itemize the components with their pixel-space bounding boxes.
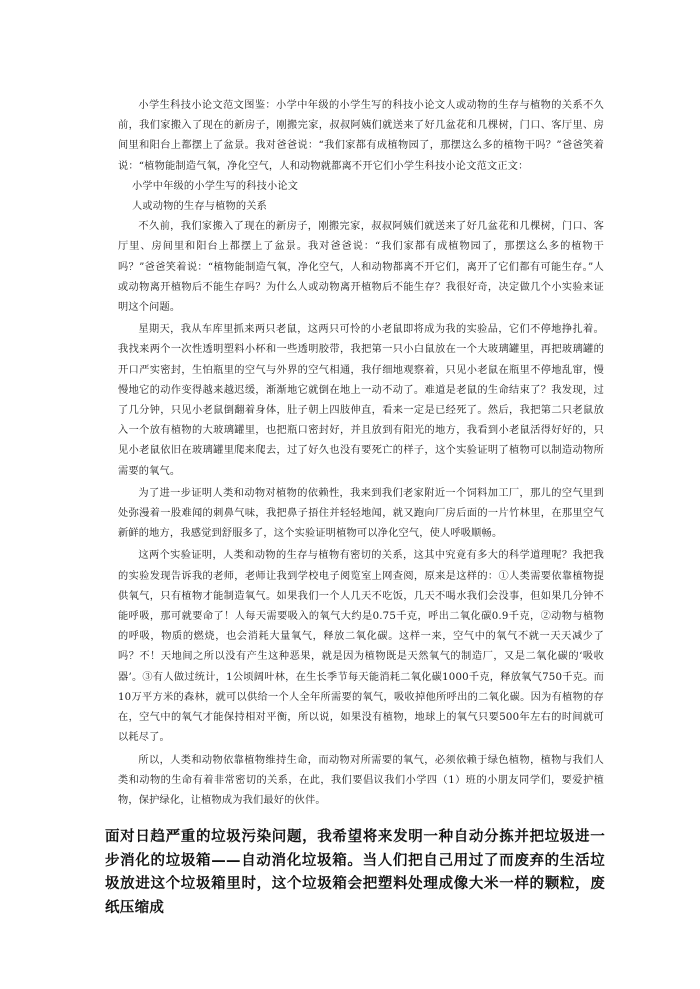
intro-paragraph: 小学生科技小论文范文图鉴：小学中年级的小学生写的科技小论文人或动物的生存与植物的关系不久前，我们家搬入了现在的新房子，刚搬完家，叔叔阿姨们就送来了好几盆花和几棵树，门口、客厅里、房间里和阳台上都摆上了盆景。我对爸爸说：“我们家都有成植物园了，那摆这么多的植物干吗？”爸爸笑着说：“植物能制造气氧，净化空气，人和动物就都离不开它们小学生科技小论文范文正文： [118,100,604,172]
body-paragraph: 所以，人类和动物依靠植物维持生命，而动物对所需要的氧气，必须依赖于绿色植物，植物与我们人类和动物的生命有着非常密切的关系，在此，我们要倡议我们小学四（1）班的小朋友同学们，要爱护植物，保护绿化，让植物成为我们最好的伙伴。 [118,754,604,806]
article-subtitle: 小学中年级的小学生写的科技小论文 [132,180,299,192]
body-paragraph: 这两个实验证明，人类和动物的生存与植物有密切的关系，这其中究竟有多大的科学道理呢？我把我的实验发现告诉我的老师，老师让我到学校电子阅览室上网查阅，原来是这样的：①人类需要依靠植物提供氧气，只有植物才能制造氧气。如果我们一个人几天不吃饭，几天不喝水我们会没事，但如果几分钟不能呼吸，那可就要命了！人每天需要吸入的氧气大约是0.75千克，呼出二氧化碳0.9千克，②动物与植物的呼吸，物质的燃烧，也会消耗大量氧气，释放二氧化碳。这样一来，空气中的氧气不就一天天减少了吗？不！天地间之所以没有产生这种恶果，就是因为植物既是天然氧气的制造厂，又是二氧化碳的‘吸收器’。③有人做过统计，1公顷阔叶林，在生长季节每天能消耗二氧化碳1000千克，释放氧气750千克。而10万平方米的森林，就可以供给一个人全年所需要的氧气，吸收掉他所呼出的二氧化碳。因为有植物的存在，空气中的氧气才能保持相对平衡，所以说，如果没有植物，地球上的氧气只要500年左右的时间就可以耗尽了。 [118,550,604,744]
body-paragraph: 星期天，我从车库里抓来两只老鼠，这两只可怜的小老鼠即将成为我的实验品，它们不停地挣扎着。我找来两个一次性透明塑料小杯和一些透明胶带，我把第一只小白鼠放在一个大玻璃罐里，再把玻璃罐的开口严实密封，生怕瓶里的空气与外界的空气相通，我仔细地观察着，只见小老鼠在瓶里不停地乱窜，慢慢地它的动作变得越来越迟缓，渐渐地它就倒在地上一动不动了。难道是老鼠的生命结束了？我发现，过了几分钟，只见小老鼠倒翻着身体，肚子朝上四肢伸直，看来一定是已经死了。然后，我把第二只老鼠放入一个放有植物的大玻璃罐里，也把瓶口密封好，并且放到有阳光的地方，我看到小老鼠活得好好的，只见小老鼠依旧在玻璃罐里爬来爬去，过了好久也没有要死亡的样子，这个实验证明了植物可以制造动物所需要的氧气。 [118,324,604,477]
article-body [118,96,604,811]
body-paragraph: 为了进一步证明人类和动物对植物的依赖性，我来到我们老家附近一个饲料加工厂，那儿的空气里到处弥漫着一股难闻的刺鼻气味，我把鼻子捂住并轻轻地闻，就又跑向厂房后面的一片竹林里，在那里空气新鲜的地方，我感觉到舒服多了，这个实验证明植物可以净化空气，使人呼吸顺畅。 [118,487,604,540]
body-paragraph: 不久前，我们家搬入了现在的新房子，刚搬完家，叔叔阿姨们就送来了好几盆花和几棵树，门口、客厅里、房间里和阳台上都摆上了盆景。我对爸爸说：“我们家都有成植物园了，那摆这么多的植物干吗？”爸爸笑着说：“植物能制造气氧，净化空气，人和动物都离不开它们，离开了它们都有可能生存。”人或动物离开植物后不能生存吗？为什么人或动物离开植物后不能生存？我很好奇，决定做几个小实验来证明这个问题。 [118,221,604,314]
bold-excerpt-paragraph: 面对日趋严重的垃圾污染问题，我希望将来发明一种自动分拣并把垃圾进一步消化的垃圾箱——自动消化垃圾箱。当人们把自己用过了而废弃的生活垃圾放进这个垃圾箱里时，这个垃圾箱会把塑料处理成像大米一样的颗粒，废纸压缩成 [105,829,605,916]
article-heading: 人或动物的生存与植物的关系 [132,201,268,213]
